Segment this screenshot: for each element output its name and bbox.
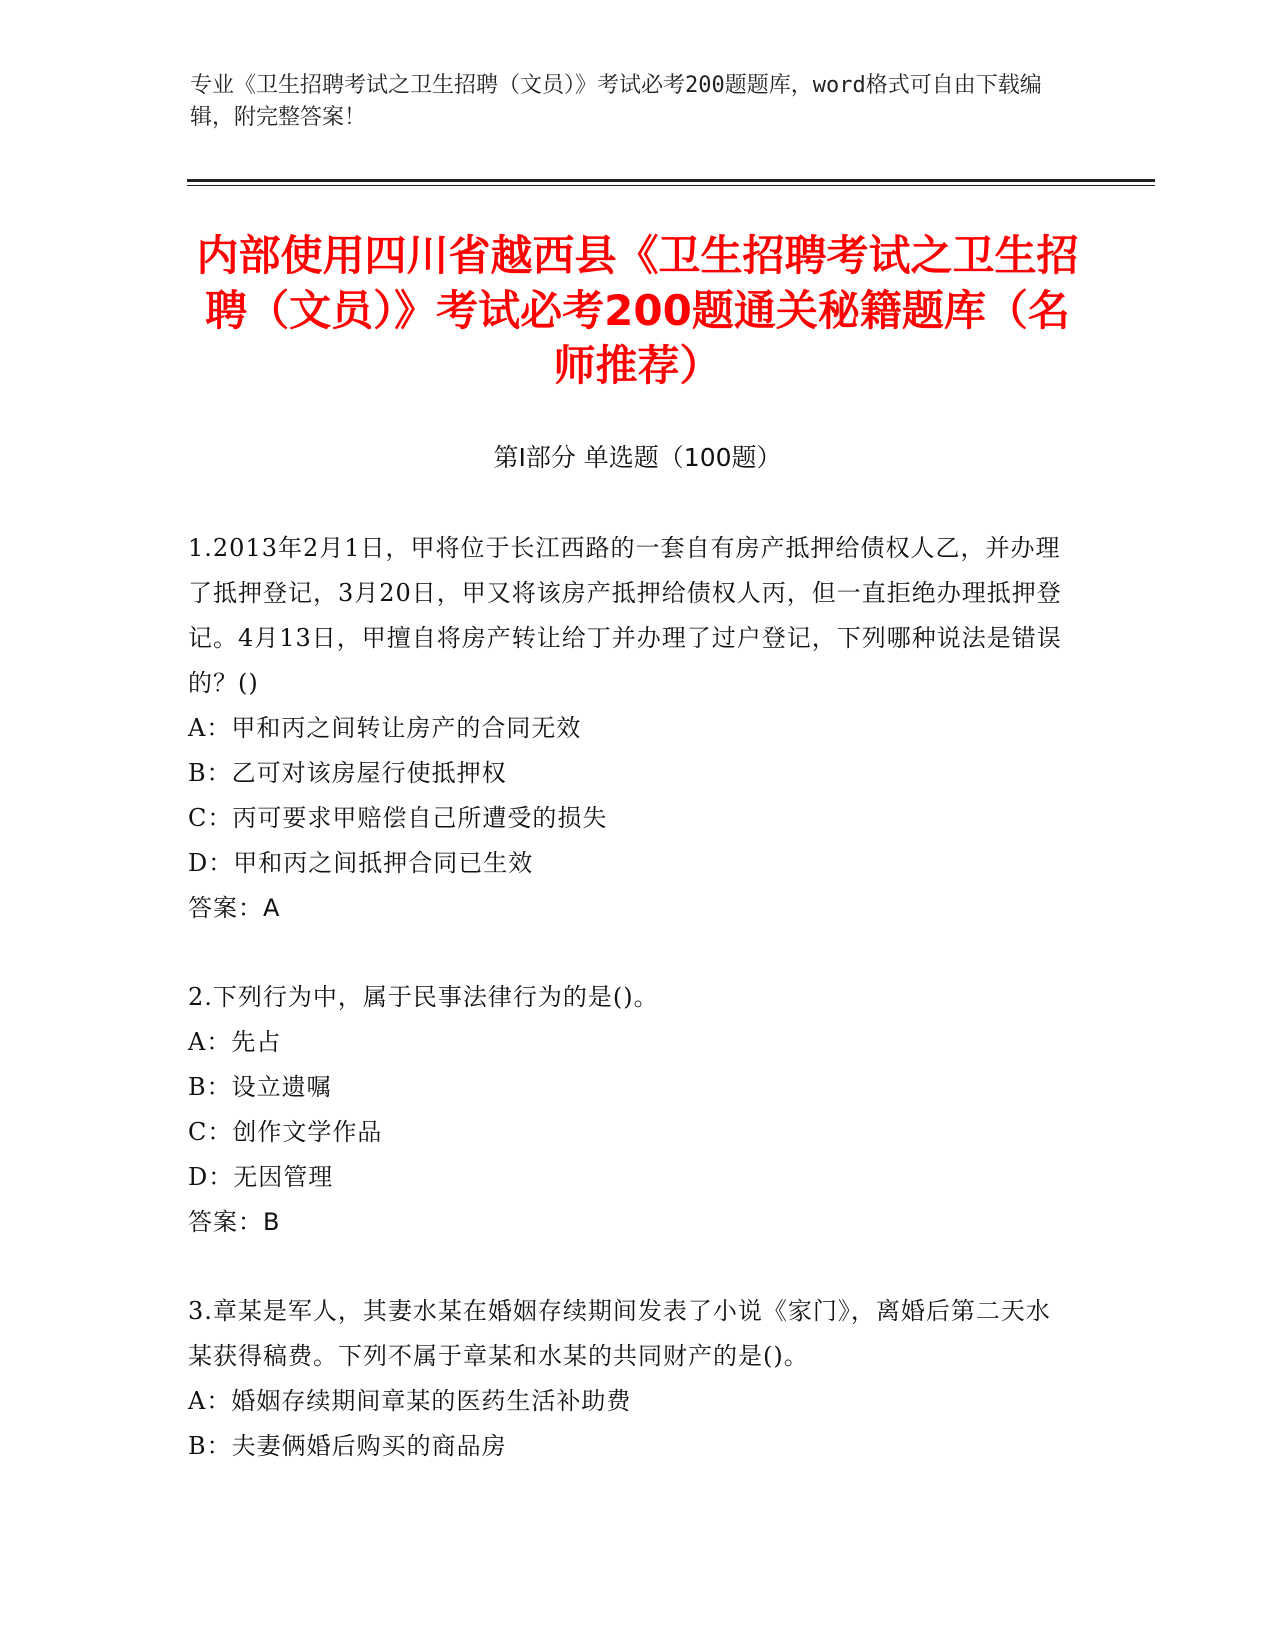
header-divider-thick [187, 179, 1155, 182]
header-note: 专业《卫生招聘考试之卫生招聘（文员）》考试必考200题题库，word格式可自由下载编辑，附完整答案！ [190, 73, 1042, 130]
option-b: B：乙可对该房屋行使抵押权 [188, 759, 507, 787]
section-title: 第Ⅰ部分 单选题（100题） [493, 443, 782, 472]
header-divider-thin [187, 185, 1155, 186]
option-a: A：先占 [188, 1028, 282, 1056]
question-stem: 2.下列行为中，属于民事法律行为的是()。 [188, 983, 659, 1011]
answer-label: 答案：B [188, 1208, 281, 1236]
question-stem: 3.章某是军人，其妻水某在婚姻存续期间发表了小说《家门》，离婚后第二天水某获得稿费。下列不属于章某和水某的共同财产的是()。 [188, 1297, 1051, 1370]
option-d: D：甲和丙之间抵押合同已生效 [188, 849, 534, 877]
question-1 [188, 526, 1068, 931]
answer-label: 答案：A [188, 894, 281, 922]
question-2 [188, 975, 1068, 1245]
question-stem: 1.2013年2月1日，甲将位于长江西路的一套自有房产抵押给债权人乙，并办理了抵押登记，3月20日，甲又将该房产抵押给债权人丙，但一直拒绝办理抵押登记。4月13日，甲擅自将房产转让给丁并办理了过户登记，下列哪种说法是错误的？() [188, 534, 1062, 697]
option-c: C：丙可要求甲赔偿自己所遭受的损失 [188, 804, 608, 832]
question-3 [188, 1289, 1068, 1469]
option-c: C：创作文学作品 [188, 1118, 383, 1146]
option-a: A：婚姻存续期间章某的医药生活补助费 [188, 1387, 632, 1415]
option-b: B：设立遗嘱 [188, 1073, 332, 1101]
question-list [188, 526, 1068, 1513]
option-b: B：夫妻俩婚后购买的商品房 [188, 1432, 507, 1460]
document-title: 内部使用四川省越西县《卫生招聘考试之卫生招聘（文员）》考试必考200题通关秘籍题库（名师推荐） [196, 231, 1079, 390]
option-d: D：无因管理 [188, 1163, 334, 1191]
option-a: A：甲和丙之间转让房产的合同无效 [188, 714, 582, 742]
